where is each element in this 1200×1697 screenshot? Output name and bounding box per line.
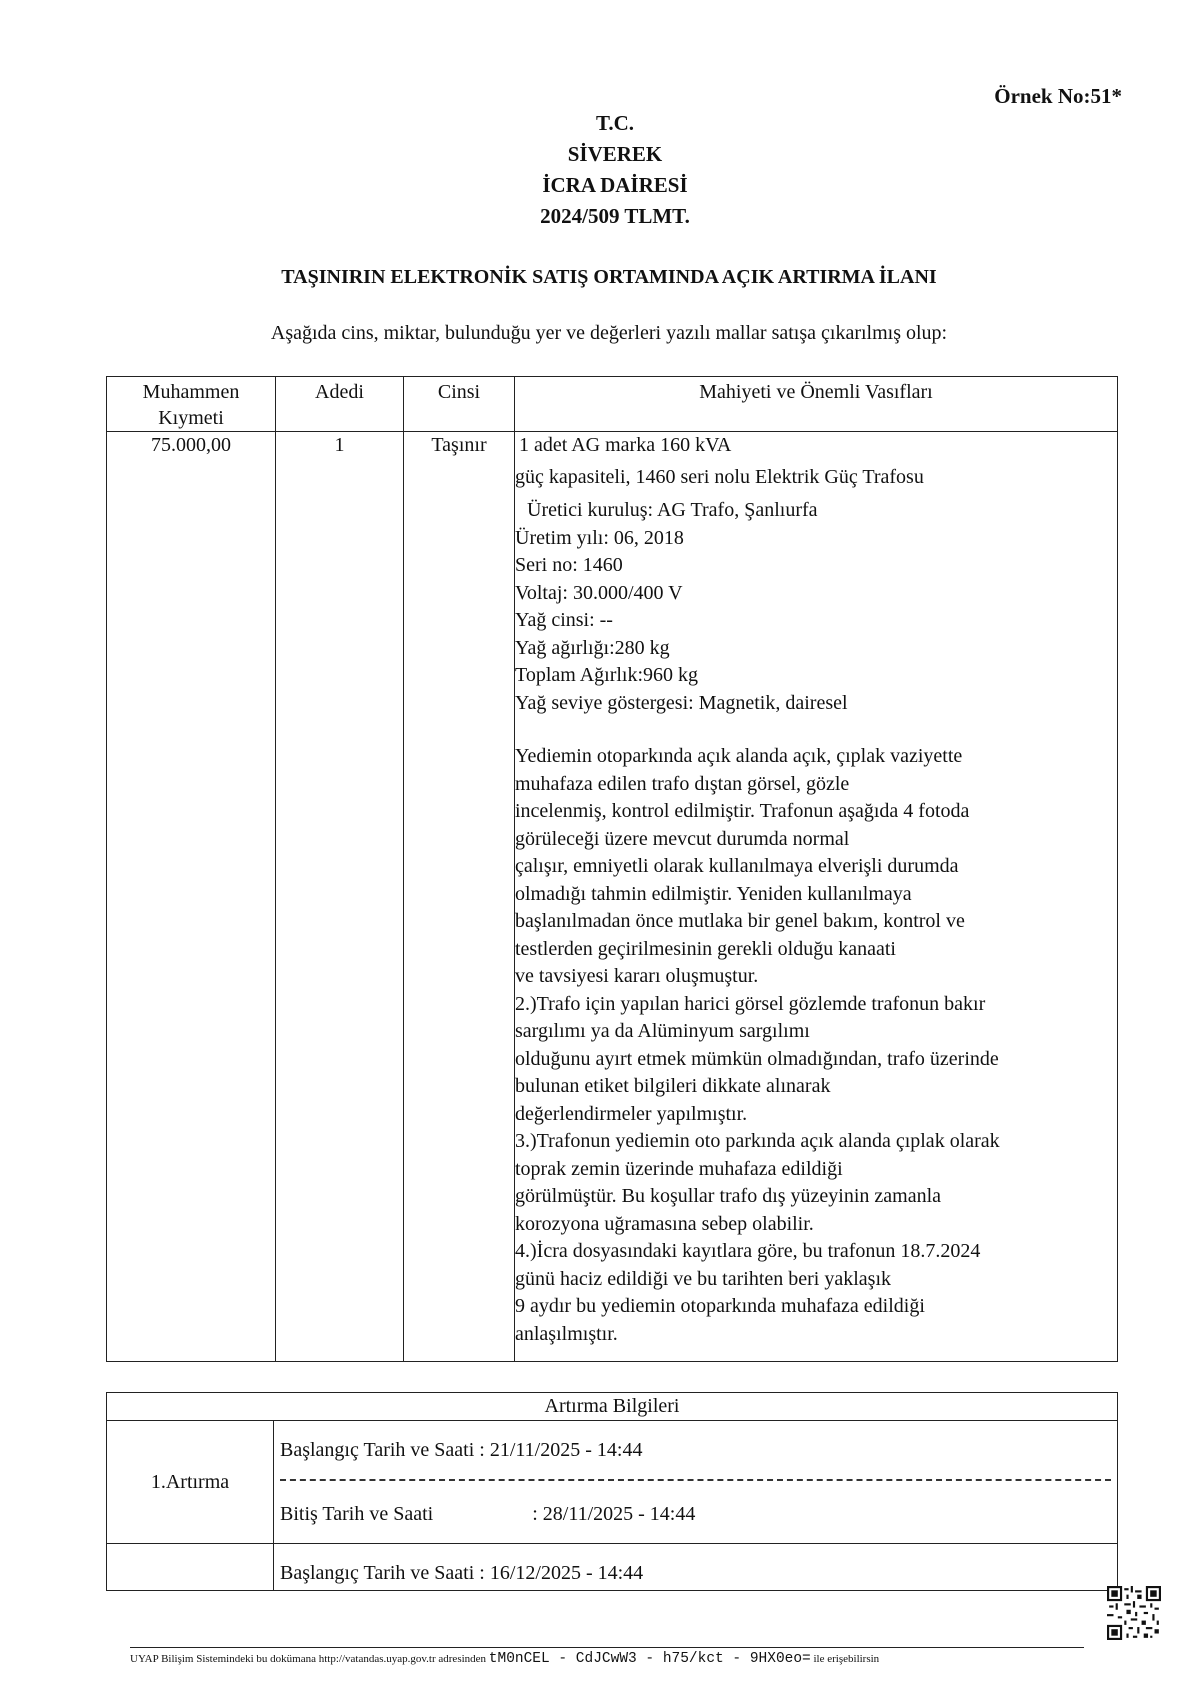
cell-description (515, 432, 1118, 1362)
cell-kiymet: 75.000,00 (107, 432, 276, 1362)
col-muhammen: Muhammen Kıymeti (107, 377, 276, 432)
auction-info-table (106, 1392, 1118, 1591)
cell-adet: 1 (276, 432, 404, 1362)
para-line: sargılımı ya da Alüminyum sargılımı (515, 1020, 810, 1042)
first-start-value: : 21/11/2025 - 14:44 (479, 1439, 643, 1461)
desc-line: 1 adet AG marka 160 kVA (519, 434, 732, 456)
desc-line: Üretici kuruluş: AG Trafo, Şanlıurfa (527, 499, 818, 521)
para-line: testlerden geçirilmesinin gerekli olduğu kanaati (515, 937, 896, 960)
ornek-no: Örnek No:51* (994, 84, 1122, 108)
first-start (280, 1421, 1111, 1479)
desc-line: Yağ ağırlığı:280 kg (515, 636, 670, 659)
cell-cins: Taşınır (404, 432, 515, 1362)
footer-divider (130, 1647, 1084, 1648)
desc-line: Seri no: 1460 (515, 554, 623, 576)
para-line: toprak zemin üzerinde muhafaza edildiği (515, 1157, 843, 1180)
para-line: başlanılmadan önce mutlaka bir genel bakım, kontrol ve (515, 910, 965, 932)
header-tc: T.C. (595, 111, 635, 135)
footer-code: tM0nCEL - CdJCwW3 - h75/kct - 9HX0eo= (488, 1651, 811, 1667)
first-auction-label: 1.Artırma (107, 1421, 274, 1544)
para-line: ve tavsiyesi kararı oluşmuştur. (515, 965, 759, 987)
first-end-value: : 28/11/2025 - 14:44 (532, 1503, 696, 1525)
first-end (280, 1485, 1111, 1543)
auction-info-header: Artırma Bilgileri (107, 1393, 1118, 1421)
para-line: anlaşılmıştır. (515, 1322, 618, 1345)
page-title: TAŞINIRIN ELEKTRONİK SATIŞ ORTAMINDA AÇIK ARTIRMA İLANI (281, 266, 937, 288)
para-line: Yediemin otoparkında açık alanda açık, çıplak vaziyette (515, 745, 963, 767)
second-auction-row (107, 1544, 1118, 1591)
header-city: SİVEREK (567, 142, 663, 166)
intro-text: Aşağıda cins, miktar, bulunduğu yer ve değerleri yazılı mallar satışa çıkarılmış olup: (270, 322, 948, 344)
goods-table-header (107, 377, 1118, 432)
para-line: görülmüştür. Bu koşullar trafo dış yüzeyinin zamanla (515, 1185, 942, 1207)
para-line: günü haciz edildiği ve bu tarihten beri yaklaşık (515, 1267, 891, 1290)
para-line: 9 aydır bu yediemin otoparkında muhafaza edildiği (515, 1295, 925, 1317)
second-auction-dates (274, 1544, 1118, 1591)
col-cinsi: Cinsi (404, 377, 515, 432)
para-line: 4.)İcra dosyasındaki kayıtlara göre, bu trafonun 18.7.2024 (515, 1240, 981, 1262)
para-line: olmadığı tahmin edilmiştir. Yeniden kullanılmaya (515, 882, 912, 905)
desc-line: Toplam Ağırlık:960 kg (515, 664, 699, 686)
para-line: bulunan etiket bilgileri dikkate alınarak (515, 1075, 831, 1097)
header-file-no: 2024/509 TLMT. (540, 204, 690, 228)
desc-line: Üretim yılı: 06, 2018 (515, 526, 684, 549)
footer-prefix: UYAP Bilişim Sistemindeki bu dokümana http://vatandas.uyap.gov.tr adresinden (130, 1653, 487, 1665)
desc-line: Yağ cinsi: -- (515, 609, 613, 631)
desc-line: güç kapasiteli, 1460 seri nolu Elektrik Güç Trafosu (515, 465, 924, 488)
second-start-value: : 16/12/2025 - 14:44 (479, 1562, 644, 1584)
qr-code (1107, 1586, 1161, 1640)
para-line: olduğunu ayırt etmek mümkün olmadığından, trafo üzerinde (515, 1047, 999, 1070)
para-line: değerlendirmeler yapılmıştır. (515, 1102, 748, 1125)
first-start-label: Başlangıç Tarih ve Saati (280, 1439, 475, 1461)
desc-line: Yağ seviye göstergesi: Magnetik, dairesel (515, 691, 848, 714)
first-end-label: Bitiş Tarih ve Saati (280, 1503, 434, 1525)
table-row (107, 432, 1118, 1362)
desc-line: Voltaj: 30.000/400 V (515, 581, 683, 604)
second-auction-label (107, 1544, 274, 1591)
footer (130, 1651, 879, 1667)
para-line: incelenmiş, kontrol edilmiştir. Trafonun aşağıda 4 fotoda (515, 800, 970, 822)
second-start-label: Başlangıç Tarih ve Saati (280, 1562, 475, 1584)
first-auction-dates (274, 1421, 1118, 1544)
col-adedi: Adedi (276, 377, 404, 432)
para-line: görüleceği üzere mevcut durumda normal (515, 827, 850, 850)
para-line: 2.)Trafo için yapılan harici görsel gözlemde trafonun bakır (515, 992, 986, 1015)
header-office: İCRA DAİRESİ (542, 173, 688, 197)
second-start (280, 1544, 1111, 1590)
court-header (0, 108, 1200, 232)
col-mahiyet: Mahiyeti ve Önemli Vasıfları (515, 377, 1118, 432)
para-line: korozyona uğramasına sebep olabilir. (515, 1212, 814, 1235)
footer-suffix: ile erişebilirsin (813, 1653, 880, 1665)
para-line: 3.)Trafonun yediemin oto parkında açık alanda çıplak olarak (515, 1130, 1000, 1152)
para-line: muhafaza edilen trafo dıştan görsel, gözle (515, 772, 850, 795)
para-line: çalışır, emniyetli olarak kullanılmaya elverişli durumda (515, 855, 959, 877)
first-auction-row (107, 1421, 1118, 1544)
goods-table (106, 376, 1118, 1362)
